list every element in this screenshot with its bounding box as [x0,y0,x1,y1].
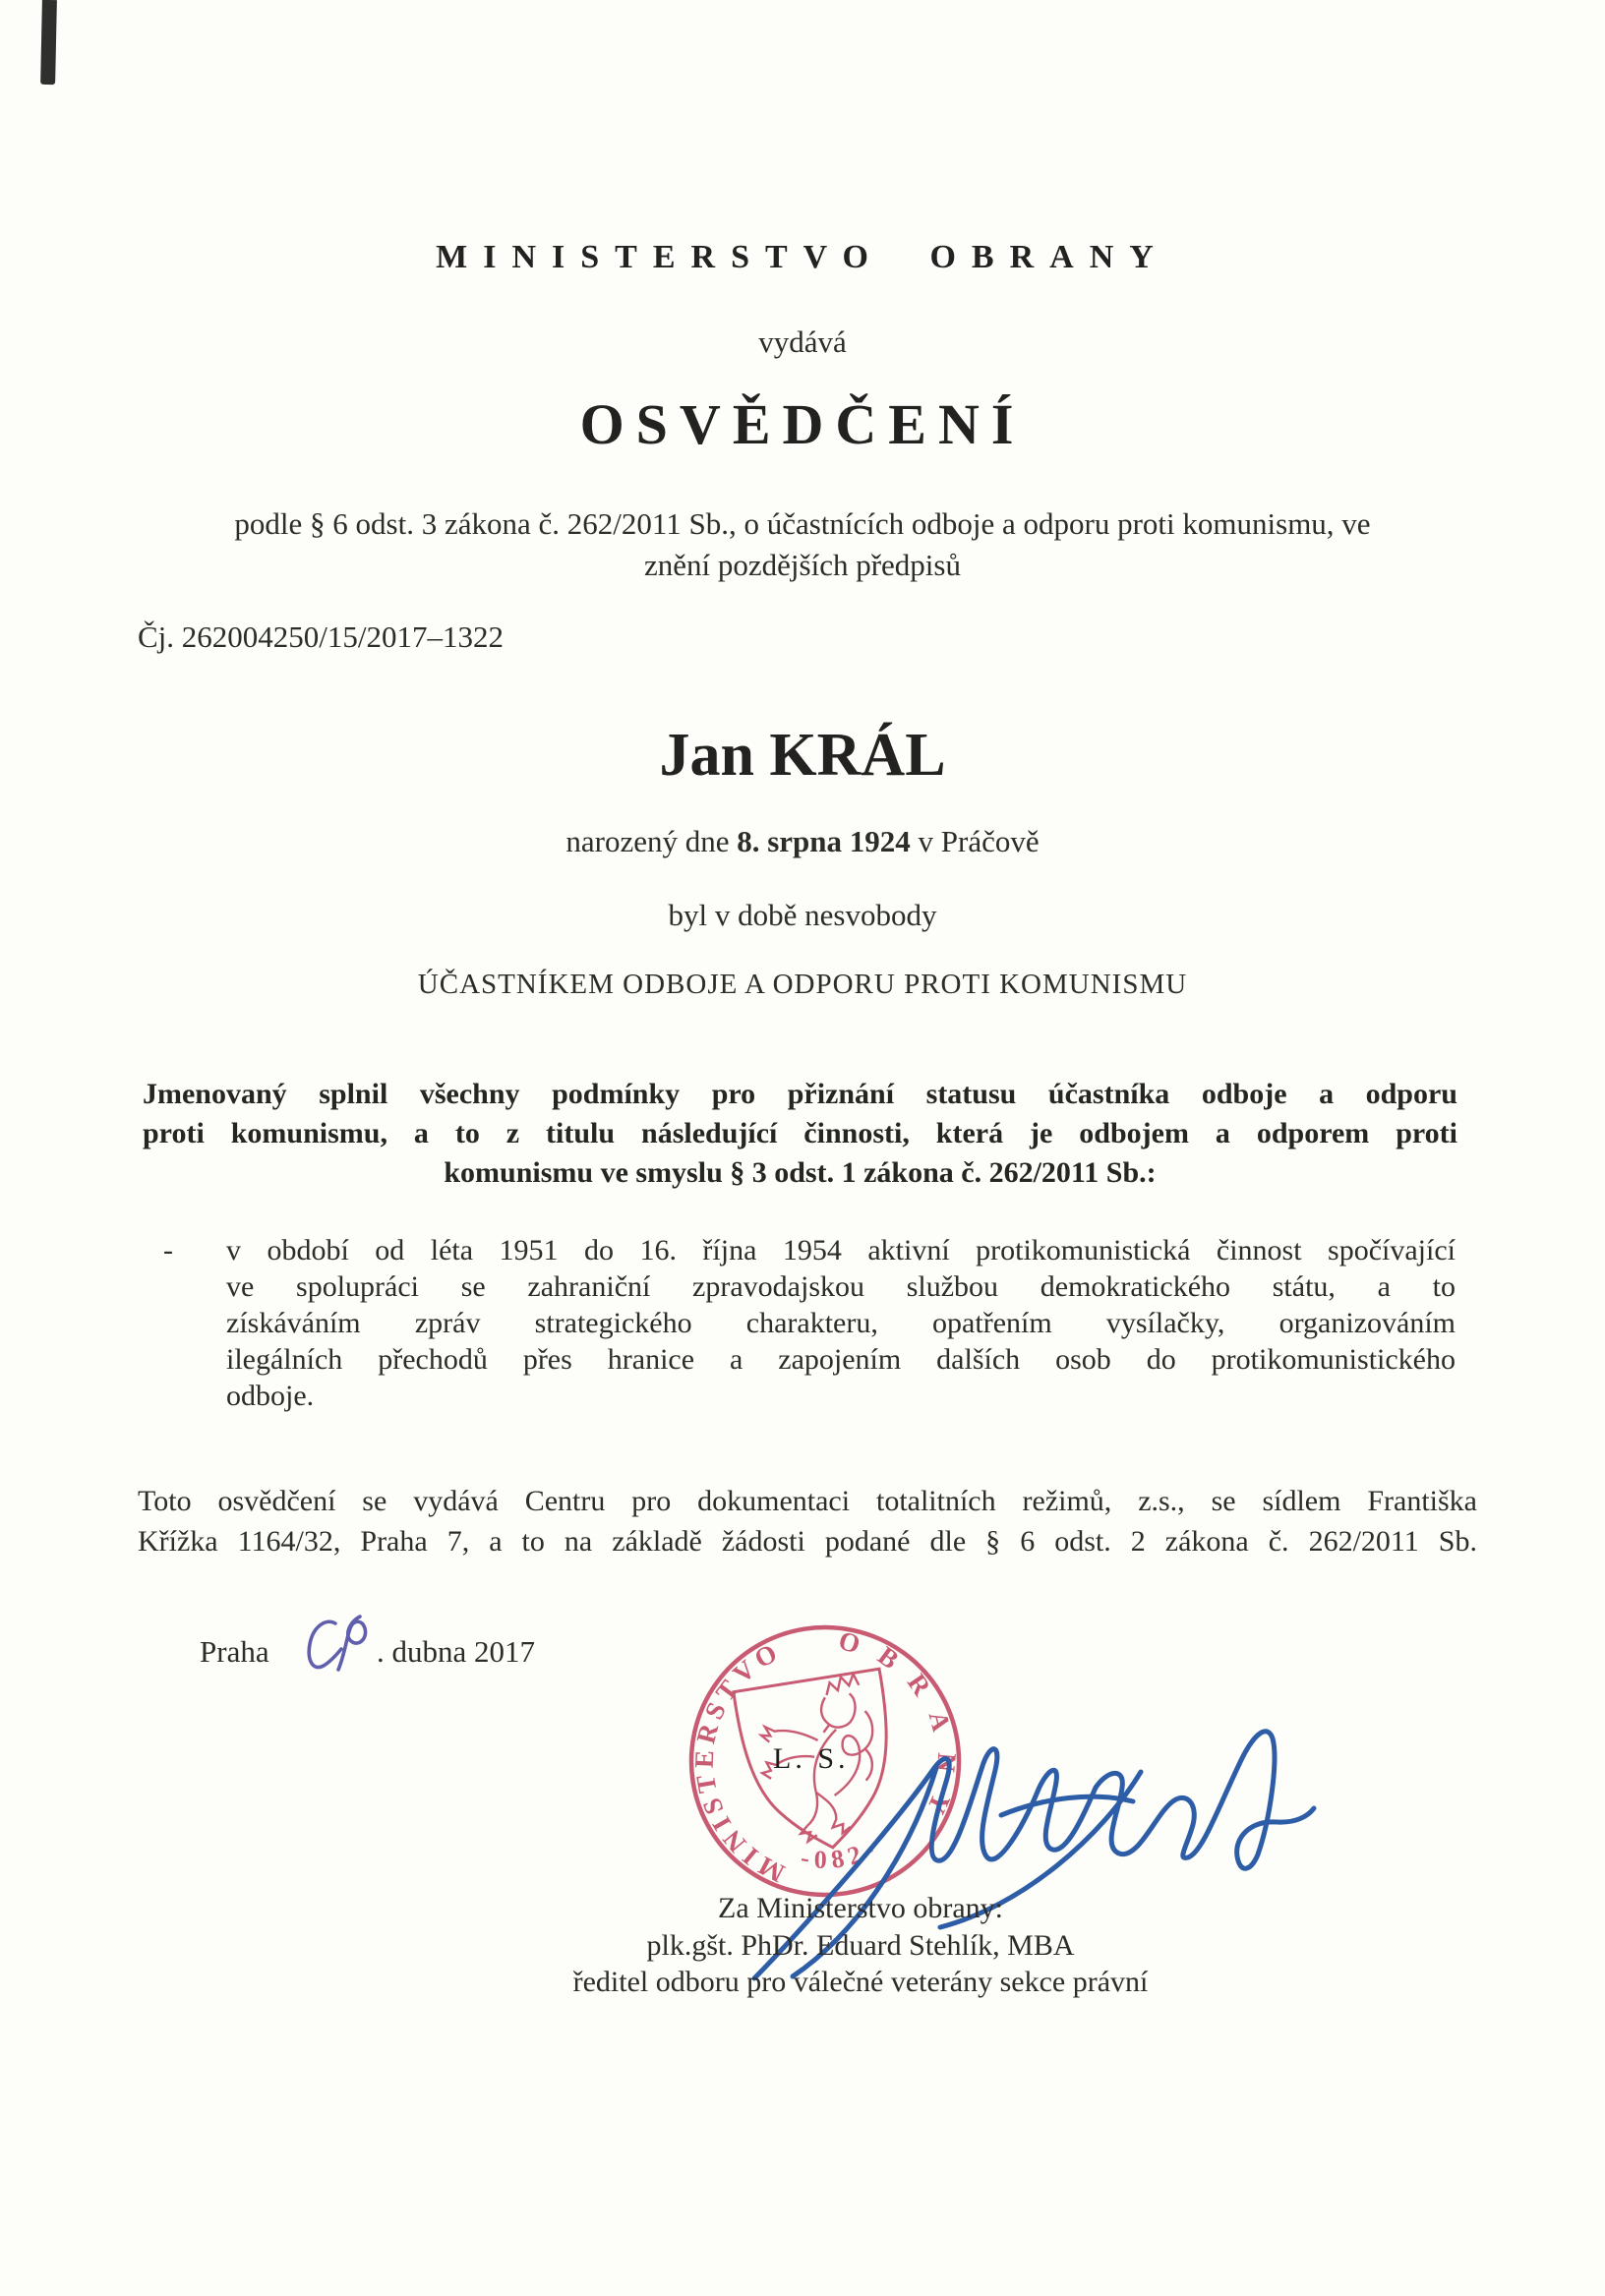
activity-line: ve spolupráci se zahraniční zpravodajskou službou demokratického státu, a to [226,1270,1456,1303]
stamp-number: -082- [799,1832,885,1875]
handwritten-day-ink [295,1607,374,1681]
activity-line: získáváním zpráv strategického charakteru, opatřením vysílačky, organizováním [226,1307,1456,1339]
handwritten-digit-8 [338,1617,366,1670]
ls-mark: L. S. [773,1742,850,1775]
legal-basis-line: podle § 6 odst. 3 zákona č. 262/2011 Sb., o účastnících odboje a odporu proti komunismu, ve [234,506,1371,541]
certificate-title: OSVĚDČENÍ [579,392,1026,456]
activity-line: v období od léta 1951 do 16. října 1954 aktivní protikomunistická činnost spočívající [226,1234,1456,1266]
legal-basis-line: znění pozdějších předpisů [644,548,961,582]
activity-line: odboje. [226,1380,315,1412]
status-line: ÚČASTNÍKEM ODBOJE A ODPORU PROTI KOMUNISMU [417,969,1188,1000]
date-month-year: . dubna 2017 [377,1634,536,1669]
legal-basis-paragraph [138,503,1467,586]
signatory-title: ředitel odboru pro válečné veterány sekce právní [572,1966,1149,1998]
activity-line: ilegálních přechodů přes hranice a zapojením dalších osob do protikomunistického [226,1343,1456,1376]
signature-preamble: Za Ministerstvo obrany: [718,1892,1003,1924]
bullet-dash: - [163,1234,173,1266]
conditions-line: proti komunismu, a to z titulu následující činnosti, která je odbojem a odporem proti [143,1117,1457,1149]
activity-text [226,1232,1456,1414]
activity-bullet [163,1232,1456,1414]
issues-label: vydává [758,324,847,359]
stamp-ring-word1: MINISTERSTVO [688,1635,790,1889]
date-city-label: Praha [200,1634,269,1669]
scan-artifact-mark [40,0,57,85]
stamp-ring-word2: OBRANY [835,1624,963,1837]
birth-line [138,824,1467,859]
person-name: Jan KRÁL [659,722,946,789]
issuance-line: Toto osvědčení se vydává Centru pro dokumentaci totalitních režimů, z.s., se sídlem Františka [138,1485,1477,1517]
signatory-name: plk.gšt. PhDr. Eduard Stehlík, MBA [646,1928,1075,1962]
signature-block [521,1890,1200,2001]
birth-prefix: narozený dne [565,824,738,858]
reference-number: Čj. 262004250/15/2017–1322 [138,619,505,654]
conditions-line: Jmenovaný splnil všechny podmínky pro přiznání statusu účastníka odboje a odporu [143,1078,1457,1110]
issuance-line: Křížka 1164/32, Praha 7, a to na základě žádosti podané dle § 6 odst. 2 zákona č. 262/2011 Sb. [138,1525,1477,1558]
conditions-paragraph [143,1075,1457,1193]
birth-place: v Práčově [910,824,1040,858]
birth-date: 8. srpna 1924 [737,824,911,858]
status-intro-line: byl v době nesvobody [668,898,937,932]
handwritten-digit-2 [309,1621,341,1667]
conditions-line: komunismu ve smyslu § 3 odst. 1 zákona č. 262/2011 Sb.: [444,1156,1157,1189]
issuance-paragraph [138,1481,1477,1561]
ministry-heading: MINISTERSTVO OBRANY [436,239,1169,275]
